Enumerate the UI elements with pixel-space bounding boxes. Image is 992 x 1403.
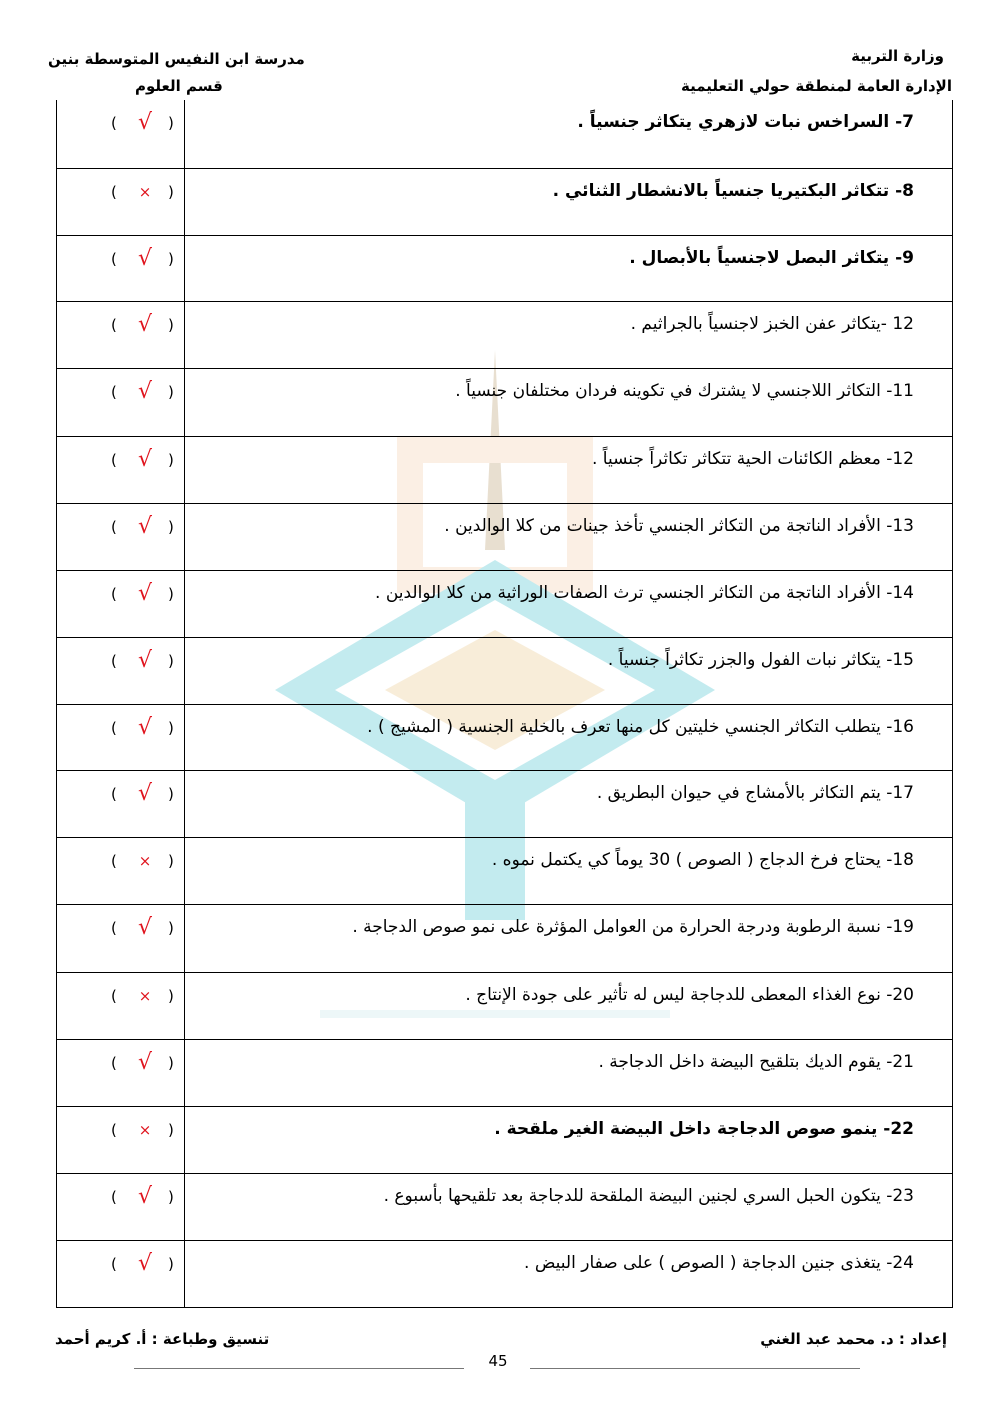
answer-cell — [57, 905, 185, 972]
statement-text: 12 -يتكاثر عفن الخبز لاجنسياً بالجراثيم . — [630, 314, 914, 334]
statement-text: 18- يحتاج فرخ الدجاج ( الصوص ) 30 يوماً كي يكتمل نموه . — [491, 850, 914, 870]
mark-icon: × — [138, 183, 152, 201]
paren-close: ) — [168, 919, 174, 937]
paren-open: ( — [111, 1054, 117, 1072]
mark-icon: × — [138, 1121, 152, 1139]
paren-open: ( — [111, 987, 117, 1005]
mark-icon: √ — [137, 379, 153, 404]
statement-text: 15- يتكاثر نبات الفول والجزر تكاثراً جنسياً . — [607, 650, 914, 670]
department-name: قسم العلوم — [135, 77, 223, 95]
table-row — [57, 368, 952, 436]
statement-text: 22- ينمو صوص الدجاجة داخل البيضة الغير ملقحة . — [494, 1119, 914, 1139]
paren-open: ( — [111, 316, 117, 334]
table-row — [57, 1039, 952, 1106]
paren-close: ) — [168, 316, 174, 334]
mark-icon: √ — [137, 648, 153, 673]
table-row — [57, 100, 952, 168]
paren-open: ( — [111, 1188, 117, 1206]
mark-icon: √ — [137, 781, 153, 806]
answer-cell — [57, 1107, 185, 1173]
paren-close: ) — [168, 1255, 174, 1273]
paren-close: ) — [168, 451, 174, 469]
paren-close: ) — [168, 250, 174, 268]
answer-cell — [57, 1241, 185, 1308]
paren-open: ( — [111, 114, 117, 132]
table-row — [57, 503, 952, 570]
mark-icon: √ — [137, 447, 153, 472]
paren-close: ) — [168, 114, 174, 132]
mark-icon: √ — [137, 715, 153, 740]
table-row — [57, 972, 952, 1039]
mark-icon: × — [138, 987, 152, 1005]
statement-text: 23- يتكون الحبل السري لجنين البيضة الملقحة للدجاجة بعد تلقيحها بأسبوع . — [383, 1186, 914, 1206]
mark-icon: × — [138, 852, 152, 870]
table-row — [57, 570, 952, 637]
paren-close: ) — [168, 518, 174, 536]
paren-close: ) — [168, 1054, 174, 1072]
statement-text: 12- معظم الكائنات الحية تتكاثر تكاثراً جنسياً . — [592, 449, 914, 469]
ministry-title: وزارة التربية — [851, 47, 944, 65]
mark-icon: √ — [137, 312, 153, 337]
mark-icon: √ — [137, 514, 153, 539]
page-number: 45 — [488, 1352, 508, 1370]
statement-text: 19- نسبة الرطوبة ودرجة الحرارة من العوامل المؤثرة على نمو صوص الدجاجة . — [352, 917, 914, 937]
mark-icon: √ — [137, 246, 153, 271]
statement-text: 21- يقوم الديك بتلقيح البيضة داخل الدجاجة . — [598, 1052, 914, 1072]
coordination-credit: تنسيق وطباعة : أ. كريم أحمد — [55, 1330, 270, 1348]
paren-open: ( — [111, 652, 117, 670]
answer-cell — [57, 236, 185, 301]
paren-close: ) — [168, 183, 174, 201]
answer-cell — [57, 705, 185, 770]
answers-table — [56, 100, 953, 1308]
paren-open: ( — [111, 852, 117, 870]
paren-open: ( — [111, 719, 117, 737]
table-row — [57, 704, 952, 770]
paren-close: ) — [168, 987, 174, 1005]
paren-close: ) — [168, 719, 174, 737]
paren-close: ) — [168, 1188, 174, 1206]
paren-open: ( — [111, 183, 117, 201]
table-row — [57, 1173, 952, 1240]
prepared-by: إعداد : د. محمد عبد الغني — [760, 1330, 947, 1348]
answer-cell — [57, 1174, 185, 1240]
answer-cell — [57, 838, 185, 904]
answer-cell — [57, 1040, 185, 1106]
answer-cell — [57, 771, 185, 837]
answer-cell — [57, 369, 185, 436]
statement-text: 17- يتم التكاثر بالأمشاج في حيوان البطريق . — [596, 783, 914, 803]
table-row — [57, 1106, 952, 1173]
paren-open: ( — [111, 1255, 117, 1273]
answer-cell — [57, 437, 185, 503]
table-row — [57, 637, 952, 704]
statement-text: 20- نوع الغذاء المعطى للدجاجة ليس له تأثير على جودة الإنتاج . — [465, 985, 914, 1005]
answer-cell — [57, 169, 185, 235]
table-row — [57, 436, 952, 503]
statement-text: 11- التكاثر اللاجنسي لا يشترك في تكوينه فردان مختلفان جنسياً . — [455, 381, 914, 401]
paren-open: ( — [111, 1121, 117, 1139]
paren-close: ) — [168, 1121, 174, 1139]
mark-icon: √ — [137, 1251, 153, 1276]
paren-open: ( — [111, 785, 117, 803]
paren-open: ( — [111, 585, 117, 603]
table-row — [57, 837, 952, 904]
table-row — [57, 770, 952, 837]
paren-open: ( — [111, 919, 117, 937]
answer-cell — [57, 973, 185, 1039]
paren-open: ( — [111, 451, 117, 469]
table-row — [57, 904, 952, 972]
paren-close: ) — [168, 852, 174, 870]
statement-text: 24- يتغذى جنين الدجاجة ( الصوص ) على صفار البيض . — [524, 1253, 914, 1273]
table-row — [57, 1240, 952, 1308]
mark-icon: √ — [137, 581, 153, 606]
statement-text: 7- السراخس نبات لازهري يتكاثر جنسياً . — [577, 112, 914, 132]
paren-open: ( — [111, 518, 117, 536]
paren-close: ) — [168, 585, 174, 603]
school-name: مدرسة ابن النفيس المتوسطة بنين — [48, 50, 305, 68]
table-row — [57, 168, 952, 235]
answer-cell — [57, 100, 185, 168]
statement-text: 13- الأفراد الناتجة من التكاثر الجنسي تأخذ جينات من كلا الوالدين . — [444, 516, 914, 536]
statement-text: 16- يتطلب التكاثر الجنسي خليتين كل منها تعرف بالخلية الجنسية ( المشيج ) . — [367, 717, 914, 737]
table-row — [57, 301, 952, 368]
statement-text: 14- الأفراد الناتجة من التكاثر الجنسي ترث الصفات الوراثية من كلا الوالدين . — [375, 583, 914, 603]
paren-close: ) — [168, 652, 174, 670]
paren-close: ) — [168, 383, 174, 401]
footer-divider-left — [134, 1368, 464, 1369]
answer-cell — [57, 302, 185, 368]
answer-cell — [57, 571, 185, 637]
mark-icon: √ — [137, 915, 153, 940]
answer-cell — [57, 638, 185, 704]
paren-open: ( — [111, 250, 117, 268]
paren-open: ( — [111, 383, 117, 401]
directorate-title: الإدارة العامة لمنطقة حولي التعليمية — [680, 77, 952, 95]
footer-divider-right — [530, 1368, 860, 1369]
statement-text: 9- يتكاثر البصل لاجنسياً بالأبصال . — [629, 248, 914, 268]
mark-icon: √ — [137, 1050, 153, 1075]
mark-icon: √ — [137, 110, 153, 135]
answer-cell — [57, 504, 185, 570]
statement-text: 8- تتكاثر البكتيريا جنسياً بالانشطار الثنائي . — [552, 181, 914, 201]
mark-icon: √ — [137, 1184, 153, 1209]
paren-close: ) — [168, 785, 174, 803]
table-row — [57, 235, 952, 301]
